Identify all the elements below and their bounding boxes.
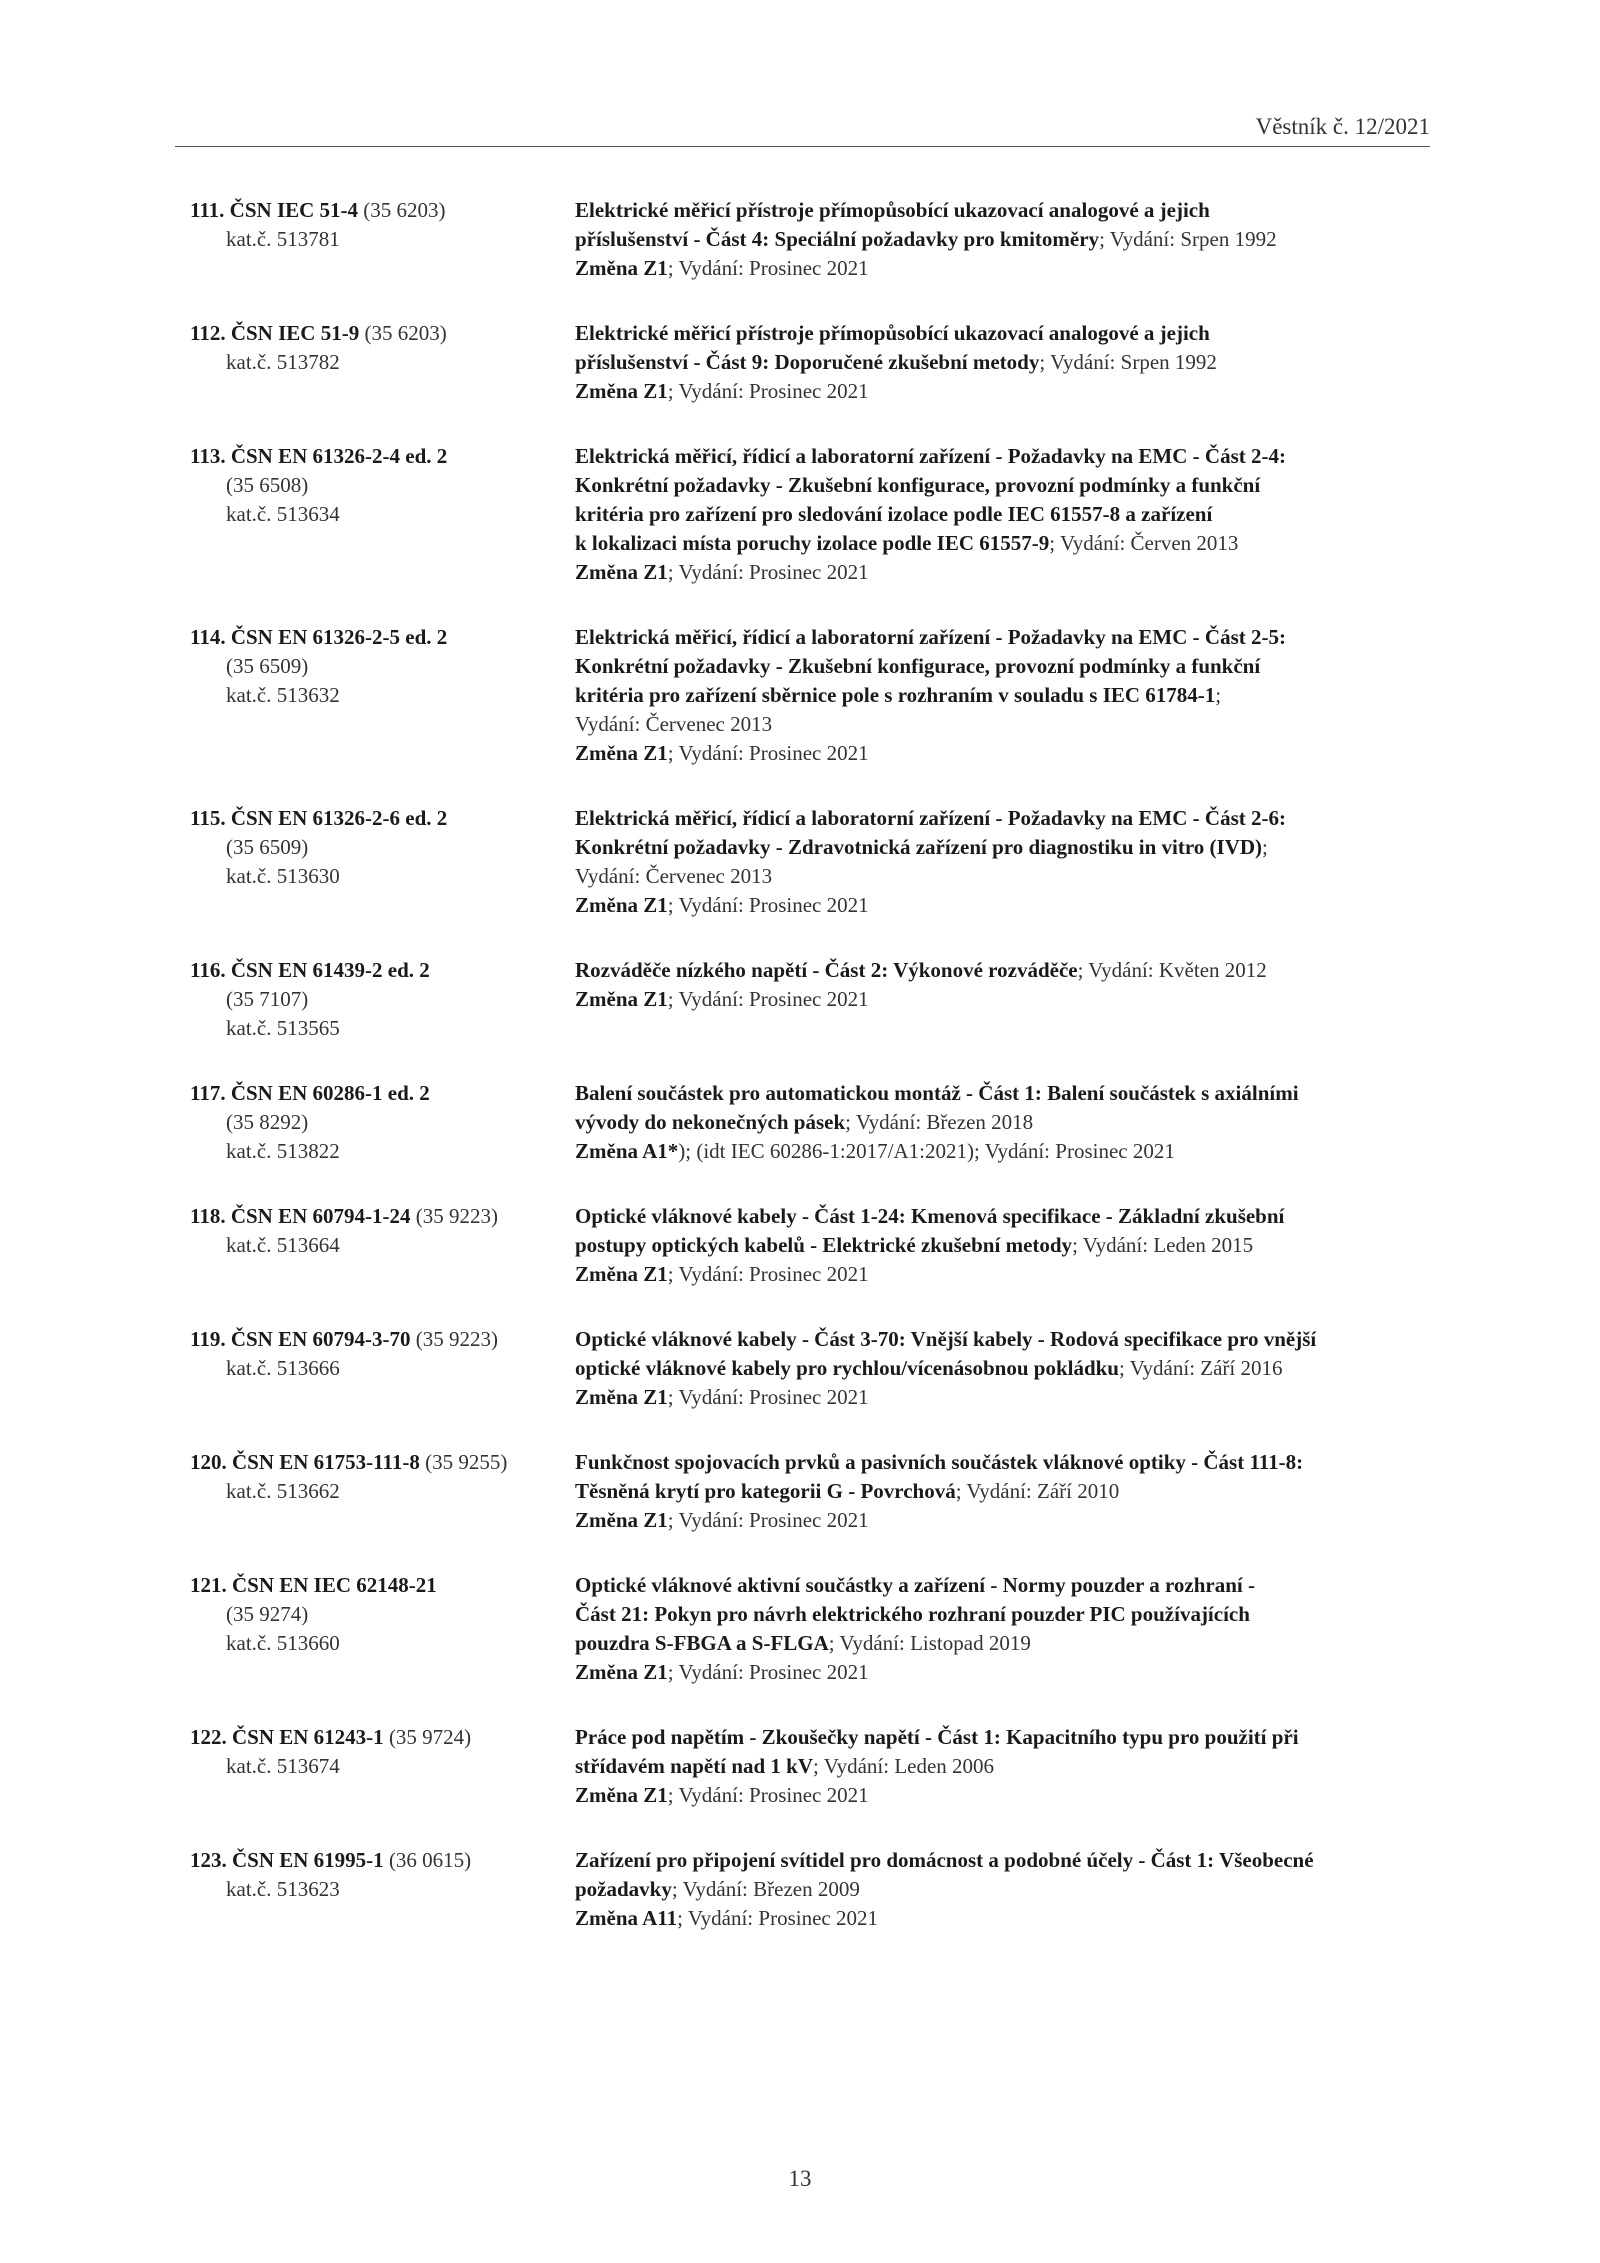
bold-text: Změna Z1 <box>575 379 668 403</box>
bold-text: příslušenství - Část 9: Doporučené zkušební metody <box>575 350 1040 374</box>
description-line <box>575 500 1440 529</box>
bulletin-title: Věstník č. 12/2021 <box>1255 114 1430 139</box>
plain-text: ; Vydání: Prosinec 2021 <box>667 893 869 917</box>
bold-text: střídavém napětí nad 1 kV <box>575 1754 814 1778</box>
plain-text: ; Vydání: Prosinec 2021 <box>677 1906 878 1930</box>
designation-line <box>190 1079 575 1108</box>
plain-text: (35 9724) <box>383 1725 472 1749</box>
plain-text: Vydání: Červenec 2013 <box>575 864 773 888</box>
description-line <box>575 254 1440 283</box>
plain-text: ; Vydání: Srpen 1992 <box>1099 227 1277 251</box>
plain-text: ; Vydání: Listopad 2019 <box>828 1631 1031 1655</box>
designation-line <box>190 225 575 254</box>
description-line <box>575 710 1440 739</box>
bold-text: 111. ČSN IEC 51-4 <box>190 198 359 222</box>
designation-line <box>190 1014 575 1043</box>
designation-line <box>190 1325 575 1354</box>
description-line <box>575 1137 1440 1166</box>
plain-text: (35 6203) <box>359 321 447 345</box>
plain-text: kat.č. 513632 <box>226 683 340 707</box>
plain-text: ; Vydání: Prosinec 2021 <box>667 1385 869 1409</box>
bold-text: Elektrická měřicí, řídicí a laboratorní zařízení - Požadavky na EMC - Část 2-6: <box>575 806 1286 830</box>
bold-text: Balení součástek pro automatickou montáž - Část 1: Balení součástek s axiálními <box>575 1081 1299 1105</box>
standard-entry <box>190 804 1440 920</box>
designation-line <box>190 652 575 681</box>
standard-designation <box>190 319 575 406</box>
designation-line <box>190 985 575 1014</box>
description-line <box>575 1108 1440 1137</box>
description-line <box>575 471 1440 500</box>
plain-text: kat.č. 513822 <box>226 1139 340 1163</box>
standard-entry <box>190 1448 1440 1535</box>
description-line <box>575 1383 1440 1412</box>
bold-text: Těsněná krytí pro kategorii G - Povrchová <box>575 1479 956 1503</box>
plain-text: kat.č. 513630 <box>226 864 340 888</box>
bold-text: Část 21: Pokyn pro návrh elektrického rozhraní pouzder PIC používajících <box>575 1602 1250 1626</box>
bold-text: kritéria pro zařízení pro sledování izolace podle IEC 61557-8 a zařízení <box>575 502 1213 526</box>
designation-line <box>190 623 575 652</box>
standard-entry <box>190 1723 1440 1810</box>
plain-text: (35 9223) <box>410 1204 499 1228</box>
standard-designation <box>190 442 575 587</box>
bold-text: optické vláknové kabely pro rychlou/vícenásobnou pokládku <box>575 1356 1119 1380</box>
standard-designation <box>190 1202 575 1289</box>
standard-entry <box>190 1202 1440 1289</box>
page-header <box>175 110 1430 147</box>
standard-entry <box>190 1571 1440 1687</box>
standard-entry <box>190 1846 1440 1933</box>
standard-description <box>575 196 1440 283</box>
bold-text: Změna Z1 <box>575 1660 668 1684</box>
standard-designation <box>190 1723 575 1810</box>
plain-text: (35 6508) <box>226 473 309 497</box>
bold-text: Optické vláknové kabely - Část 3-70: Vnější kabely - Rodová specifikace pro vnější <box>575 1327 1317 1351</box>
bold-text: 113. ČSN EN 61326-2-4 ed. 2 <box>190 444 448 468</box>
plain-text: (35 7107) <box>226 987 309 1011</box>
designation-line <box>190 681 575 710</box>
description-line <box>575 196 1440 225</box>
designation-line <box>190 442 575 471</box>
description-line <box>575 319 1440 348</box>
bold-text: Optické vláknové kabely - Část 1-24: Kmenová specifikace - Základní zkušební <box>575 1204 1285 1228</box>
designation-line <box>190 1875 575 1904</box>
description-line <box>575 891 1440 920</box>
bold-text: Optické vláknové aktivní součástky a zařízení - Normy pouzder a rozhraní - <box>575 1573 1255 1597</box>
description-line <box>575 1325 1440 1354</box>
plain-text: ; Vydání: Prosinec 2021 <box>667 1508 869 1532</box>
description-line <box>575 1079 1440 1108</box>
standard-designation <box>190 804 575 920</box>
description-line <box>575 1202 1440 1231</box>
standard-designation <box>190 1846 575 1933</box>
description-line <box>575 739 1440 768</box>
plain-text: kat.č. 513565 <box>226 1016 340 1040</box>
designation-line <box>190 1571 575 1600</box>
bold-text: Změna Z1 <box>575 1508 668 1532</box>
description-line <box>575 833 1440 862</box>
description-line <box>575 1600 1440 1629</box>
description-line <box>575 1752 1440 1781</box>
standard-entry <box>190 1325 1440 1412</box>
plain-text: ); (idt IEC 60286-1:2017/A1:2021); Vydání: Prosinec 2021 <box>678 1139 1175 1163</box>
standard-entry <box>190 956 1440 1043</box>
bold-text: Změna Z1 <box>575 893 668 917</box>
bold-text: Elektrické měřicí přístroje přímopůsobící ukazovací analogové a jejich <box>575 198 1210 222</box>
description-line <box>575 1904 1440 1933</box>
description-line <box>575 1571 1440 1600</box>
bold-text: 114. ČSN EN 61326-2-5 ed. 2 <box>190 625 448 649</box>
plain-text: ; Vydání: Prosinec 2021 <box>667 987 869 1011</box>
standard-entry <box>190 442 1440 587</box>
bold-text: Změna Z1 <box>575 1783 668 1807</box>
description-line <box>575 623 1440 652</box>
bold-text: 117. ČSN EN 60286-1 ed. 2 <box>190 1081 430 1105</box>
bold-text: k lokalizaci místa poruchy izolace podle IEC 61557-9 <box>575 531 1050 555</box>
standard-description <box>575 956 1440 1043</box>
standards-list <box>190 196 1440 1969</box>
standard-description <box>575 1846 1440 1933</box>
designation-line <box>190 956 575 985</box>
plain-text: (35 9274) <box>226 1602 309 1626</box>
plain-text: ; Vydání: Prosinec 2021 <box>667 256 869 280</box>
description-line <box>575 348 1440 377</box>
plain-text: ; Vydání: Prosinec 2021 <box>667 1783 869 1807</box>
bold-text: 115. ČSN EN 61326-2-6 ed. 2 <box>190 806 448 830</box>
plain-text: kat.č. 513634 <box>226 502 340 526</box>
standard-description <box>575 319 1440 406</box>
standard-entry <box>190 319 1440 406</box>
plain-text: kat.č. 513662 <box>226 1479 340 1503</box>
plain-text: (35 6509) <box>226 654 309 678</box>
bold-text: Funkčnost spojovacích prvků a pasivních součástek vláknové optiky - Část 111-8: <box>575 1450 1304 1474</box>
designation-line <box>190 1600 575 1629</box>
standard-description <box>575 1571 1440 1687</box>
plain-text: kat.č. 513660 <box>226 1631 340 1655</box>
standard-description <box>575 623 1440 768</box>
bold-text: Konkrétní požadavky - Zdravotnická zařízení pro diagnostiku in vitro (IVD) <box>575 835 1263 859</box>
plain-text: Vydání: Červenec 2013 <box>575 712 773 736</box>
plain-text: ; Vydání: Leden 2006 <box>813 1754 995 1778</box>
description-line <box>575 377 1440 406</box>
description-line <box>575 804 1440 833</box>
plain-text: ; Vydání: Březen 2018 <box>845 1110 1034 1134</box>
standard-designation <box>190 1571 575 1687</box>
standard-description <box>575 1202 1440 1289</box>
standard-description <box>575 1325 1440 1412</box>
designation-line <box>190 1231 575 1260</box>
bold-text: kritéria pro zařízení sběrnice pole s rozhraním v souladu s IEC 61784-1 <box>575 683 1216 707</box>
page-number: 13 <box>788 2166 812 2191</box>
bold-text: Elektrické měřicí přístroje přímopůsobící ukazovací analogové a jejich <box>575 321 1210 345</box>
description-line <box>575 862 1440 891</box>
bold-text: Rozváděče nízkého napětí - Část 2: Výkonové rozváděče <box>575 958 1078 982</box>
plain-text: ; Vydání: Březen 2009 <box>671 1877 860 1901</box>
bold-text: 121. ČSN EN IEC 62148-21 <box>190 1573 437 1597</box>
designation-line <box>190 500 575 529</box>
description-line <box>575 681 1440 710</box>
bold-text: Konkrétní požadavky - Zkušební konfigurace, provozní podmínky a funkční <box>575 654 1261 678</box>
standard-description <box>575 1079 1440 1166</box>
plain-text: ; <box>1215 683 1222 707</box>
standard-description <box>575 804 1440 920</box>
designation-line <box>190 196 575 225</box>
bold-text: Změna Z1 <box>575 1262 668 1286</box>
plain-text: ; Vydání: Prosinec 2021 <box>667 1660 869 1684</box>
designation-line <box>190 348 575 377</box>
description-line <box>575 225 1440 254</box>
plain-text: kat.č. 513674 <box>226 1754 340 1778</box>
standard-entry <box>190 196 1440 283</box>
bold-text: Změna A1* <box>575 1139 679 1163</box>
bold-text: Zařízení pro připojení svítidel pro domácnost a podobné účely - Část 1: Všeobecné <box>575 1848 1314 1872</box>
designation-line <box>190 1723 575 1752</box>
bold-text: Elektrická měřicí, řídicí a laboratorní zařízení - Požadavky na EMC - Část 2-4: <box>575 444 1286 468</box>
standard-designation <box>190 1448 575 1535</box>
bold-text: 118. ČSN EN 60794-1-24 <box>190 1204 411 1228</box>
description-line <box>575 956 1440 985</box>
bold-text: Změna Z1 <box>575 1385 668 1409</box>
description-line <box>575 1231 1440 1260</box>
designation-line <box>190 804 575 833</box>
plain-text: (35 6203) <box>358 198 446 222</box>
plain-text: ; Vydání: Prosinec 2021 <box>667 560 869 584</box>
bold-text: 123. ČSN EN 61995-1 <box>190 1848 384 1872</box>
designation-line <box>190 1354 575 1383</box>
bold-text: 112. ČSN IEC 51-9 <box>190 321 360 345</box>
description-line <box>575 558 1440 587</box>
plain-text: kat.č. 513782 <box>226 350 340 374</box>
designation-line <box>190 1202 575 1231</box>
description-line <box>575 1723 1440 1752</box>
plain-text: ; Vydání: Květen 2012 <box>1077 958 1267 982</box>
bold-text: Změna Z1 <box>575 987 668 1011</box>
standard-description <box>575 1723 1440 1810</box>
bold-text: Konkrétní požadavky - Zkušební konfigurace, provozní podmínky a funkční <box>575 473 1261 497</box>
plain-text: (35 9255) <box>419 1450 508 1474</box>
bold-text: postupy optických kabelů - Elektrické zkušební metody <box>575 1233 1073 1257</box>
bold-text: 122. ČSN EN 61243-1 <box>190 1725 384 1749</box>
plain-text: kat.č. 513623 <box>226 1877 340 1901</box>
plain-text: ; Vydání: Leden 2015 <box>1072 1233 1254 1257</box>
designation-line <box>190 471 575 500</box>
bold-text: vývody do nekonečných pásek <box>575 1110 846 1134</box>
plain-text: (35 8292) <box>226 1110 309 1134</box>
description-line <box>575 1354 1440 1383</box>
designation-line <box>190 1752 575 1781</box>
designation-line <box>190 1108 575 1137</box>
standard-description <box>575 442 1440 587</box>
description-line <box>575 1629 1440 1658</box>
description-line <box>575 1658 1440 1687</box>
plain-text: ; Vydání: Prosinec 2021 <box>667 741 869 765</box>
standard-entry <box>190 623 1440 768</box>
bold-text: Elektrická měřicí, řídicí a laboratorní zařízení - Požadavky na EMC - Část 2-5: <box>575 625 1286 649</box>
standard-designation <box>190 1325 575 1412</box>
standard-designation <box>190 623 575 768</box>
description-line <box>575 652 1440 681</box>
bold-text: Změna Z1 <box>575 256 668 280</box>
plain-text: ; Vydání: Prosinec 2021 <box>667 379 869 403</box>
bold-text: příslušenství - Část 4: Speciální požadavky pro kmitoměry <box>575 227 1100 251</box>
plain-text: (35 9223) <box>410 1327 499 1351</box>
description-line <box>575 529 1440 558</box>
plain-text: kat.č. 513664 <box>226 1233 340 1257</box>
standard-designation <box>190 1079 575 1166</box>
description-line <box>575 985 1440 1014</box>
standard-designation <box>190 956 575 1043</box>
bold-text: 116. ČSN EN 61439-2 ed. 2 <box>190 958 430 982</box>
plain-text: (36 0615) <box>383 1848 472 1872</box>
bold-text: pouzdra S-FBGA a S-FLGA <box>575 1631 829 1655</box>
plain-text: (35 6509) <box>226 835 309 859</box>
bold-text: Změna A11 <box>575 1906 678 1930</box>
bold-text: Změna Z1 <box>575 741 668 765</box>
plain-text: ; Vydání: Září 2010 <box>955 1479 1120 1503</box>
description-line <box>575 1448 1440 1477</box>
standard-entry <box>190 1079 1440 1166</box>
designation-line <box>190 1477 575 1506</box>
standard-designation <box>190 196 575 283</box>
plain-text: kat.č. 513781 <box>226 227 340 251</box>
designation-line <box>190 862 575 891</box>
standard-description <box>575 1448 1440 1535</box>
plain-text: ; Vydání: Září 2016 <box>1119 1356 1283 1380</box>
designation-line <box>190 1448 575 1477</box>
designation-line <box>190 833 575 862</box>
bold-text: 119. ČSN EN 60794-3-70 <box>190 1327 411 1351</box>
designation-line <box>190 1846 575 1875</box>
designation-line <box>190 1137 575 1166</box>
designation-line <box>190 319 575 348</box>
plain-text: ; <box>1262 835 1268 859</box>
description-line <box>575 1506 1440 1535</box>
bold-text: Změna Z1 <box>575 560 668 584</box>
plain-text: ; Vydání: Srpen 1992 <box>1039 350 1217 374</box>
plain-text: ; Vydání: Červen 2013 <box>1049 531 1239 555</box>
bold-text: 120. ČSN EN 61753-111-8 <box>190 1450 420 1474</box>
bold-text: Práce pod napětím - Zkoušečky napětí - Část 1: Kapacitního typu pro použití při <box>575 1725 1299 1749</box>
description-line <box>575 1781 1440 1810</box>
bold-text: požadavky <box>575 1877 672 1901</box>
description-line <box>575 442 1440 471</box>
plain-text: kat.č. 513666 <box>226 1356 340 1380</box>
description-line <box>575 1260 1440 1289</box>
description-line <box>575 1846 1440 1875</box>
description-line <box>575 1477 1440 1506</box>
description-line <box>575 1875 1440 1904</box>
plain-text: ; Vydání: Prosinec 2021 <box>667 1262 869 1286</box>
designation-line <box>190 1629 575 1658</box>
